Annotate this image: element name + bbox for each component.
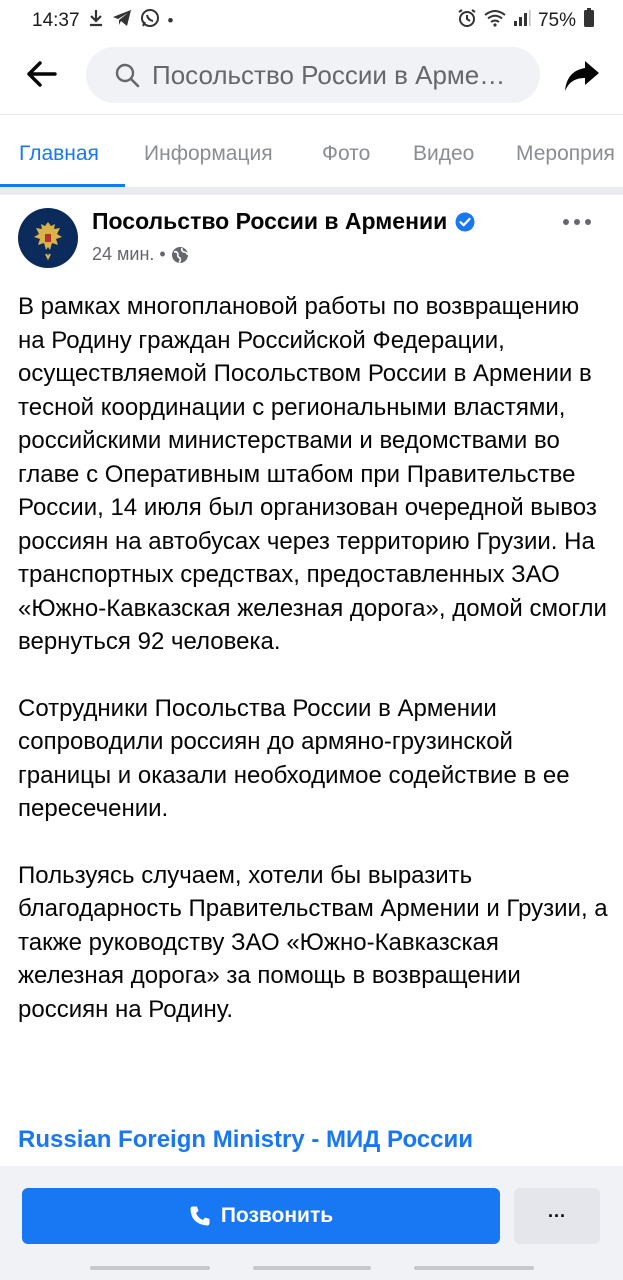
- phone-icon: [189, 1205, 211, 1227]
- dot-icon: •: [167, 10, 174, 30]
- status-bar-left: [32, 8, 174, 33]
- post-text: [18, 290, 608, 1059]
- header-divider: [0, 114, 623, 115]
- post-header: [0, 196, 623, 276]
- share-icon: [563, 59, 601, 93]
- page-name-text: Посольство России в Армении: [92, 208, 448, 234]
- tab-info[interactable]: Информация: [144, 142, 273, 165]
- post-paragraph: Сотрудники Посольства России в Армении сопроводили россиян до армяно-грузинской границы и оказали необходимое содействие в ее пересечении.: [18, 694, 570, 822]
- post-paragraph: Пользуясь случаем, хотели бы выразить благодарность Правительствам Армении и Грузии, а также руководству ЗАО «Южно-Кавказская железная дорога» за помощь в возвращении россиян на Родину.: [18, 861, 608, 1023]
- nav-home-button[interactable]: [253, 1266, 371, 1270]
- tab-home[interactable]: Главная: [19, 142, 99, 165]
- battery-icon: [583, 8, 595, 34]
- top-bar: [0, 42, 623, 112]
- status-time: 14:37: [32, 9, 80, 31]
- signal-icon: [513, 9, 531, 33]
- nav-recents-button[interactable]: [90, 1266, 210, 1270]
- whatsapp-icon: [140, 8, 160, 33]
- share-button[interactable]: [560, 54, 604, 98]
- nav-back-button[interactable]: [414, 1266, 534, 1270]
- alarm-icon: [457, 8, 477, 34]
- tab-events[interactable]: Мероприя: [516, 142, 615, 165]
- status-bar: [0, 0, 623, 40]
- more-actions-button[interactable]: ···: [514, 1188, 600, 1244]
- post-paragraph: В рамках многоплановой работы по возвращению на Родину граждан Российской Федерации, осуществляемой Посольством России в Армении в тесной координации с региональными властями, российскими министерствами и ведомствами во главе с Оперативным штабом при Правительстве России, 14 июля был организован очередной вывоз россиян на автобусах через территорию Грузии. На транспортных средствах, предоставленных ЗАО «Южно-Кавказская железная дорога», домой смогли вернуться 92 человека.: [18, 293, 607, 655]
- back-arrow-icon: [27, 61, 57, 87]
- globe-icon: [171, 246, 189, 264]
- call-button[interactable]: [22, 1188, 500, 1244]
- status-bar-right: [457, 8, 595, 34]
- post-time[interactable]: 24 мин.: [92, 244, 155, 264]
- avatar[interactable]: [18, 208, 78, 268]
- telegram-icon: [112, 9, 132, 32]
- download-icon: [88, 9, 104, 32]
- page-name[interactable]: [92, 208, 475, 235]
- more-horizontal-icon: [562, 217, 592, 227]
- verified-badge-icon: [455, 212, 475, 232]
- post-meta: [92, 244, 189, 265]
- meta-separator: •: [159, 244, 166, 264]
- search-text: Посольство России в Арме…: [152, 59, 506, 90]
- search-icon: [114, 62, 140, 88]
- search-bar[interactable]: [86, 47, 540, 103]
- tab-photos[interactable]: Фото: [322, 142, 371, 165]
- tabs-separator: [0, 187, 623, 195]
- coat-of-arms-icon: [22, 212, 74, 264]
- page-link[interactable]: Russian Foreign Ministry - МИД России: [18, 1126, 474, 1153]
- back-button[interactable]: [22, 54, 62, 94]
- wifi-icon: [484, 9, 506, 33]
- page-tabs: [0, 118, 623, 188]
- post-options-button[interactable]: [562, 206, 592, 234]
- tab-videos[interactable]: Видео: [413, 142, 475, 165]
- battery-percent: 75%: [537, 10, 576, 31]
- call-button-label: Позвонить: [220, 1204, 334, 1227]
